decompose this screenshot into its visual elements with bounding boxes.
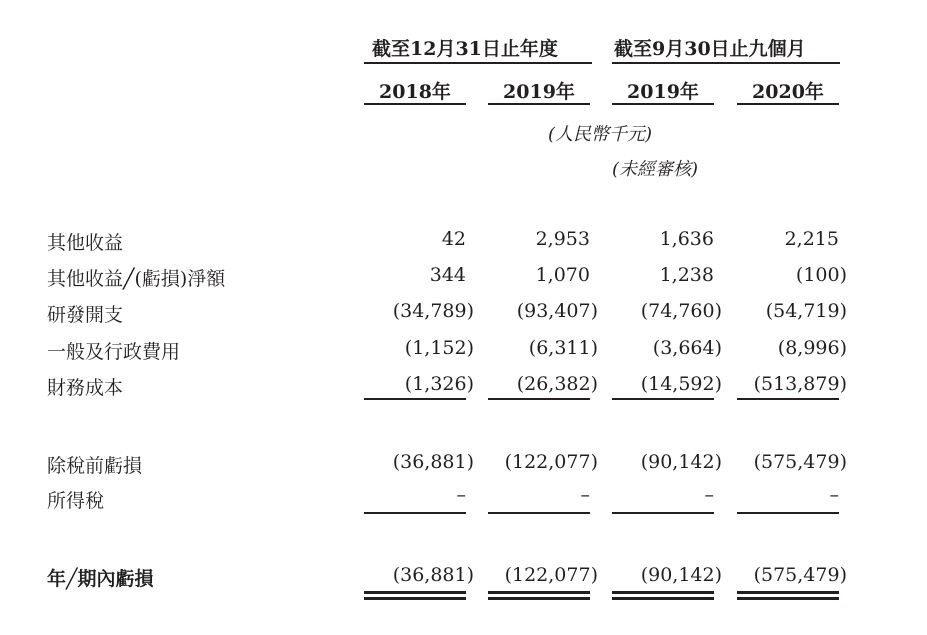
year-header-4-rule [737, 103, 839, 105]
total-double-rule [737, 591, 839, 594]
total-double-rule [364, 597, 466, 600]
total-double-rule [612, 597, 714, 600]
row-value: (1,152) [404, 337, 474, 359]
header-group-year-ended-rule [364, 62, 592, 64]
row-value: – [829, 484, 839, 506]
year-header-2-rule [488, 103, 590, 105]
row-value: – [704, 484, 714, 506]
row-value: (575,479) [753, 564, 847, 586]
row-value: (26,382) [516, 373, 598, 395]
year-header-2: 2019年 [503, 81, 575, 103]
header-group-nine-months: 截至9月30日止九個月 [614, 38, 806, 60]
year-header-1-rule [364, 103, 466, 105]
row-value: 1,070 [535, 264, 590, 286]
subtotal-rule [364, 512, 466, 514]
row-value: 2,215 [784, 228, 839, 250]
row-value: (54,719) [765, 300, 847, 322]
row-value: 42 [441, 228, 466, 250]
header-group-nine-months-rule [612, 62, 840, 64]
unaudited-note: (未經審核) [611, 159, 699, 180]
row-value: (513,879) [753, 373, 847, 395]
row-value: – [580, 484, 590, 506]
total-double-rule [737, 597, 839, 600]
row-value: (90,142) [640, 451, 722, 473]
row-label-loss-for-period: 年╱期內虧損 [47, 568, 154, 590]
header-group-year-ended: 截至12月31日止年度 [372, 38, 558, 60]
year-header-4: 2020年 [752, 81, 824, 103]
row-value: (14,592) [640, 373, 722, 395]
row-value: (3,664) [652, 337, 722, 359]
row-value: (36,881) [392, 564, 474, 586]
row-value: (8,996) [777, 337, 847, 359]
subtotal-rule [737, 512, 839, 514]
total-double-rule [488, 597, 590, 600]
subtotal-rule [364, 398, 466, 400]
year-header-3: 2019年 [627, 81, 699, 103]
row-label-finance-costs: 財務成本 [47, 377, 124, 399]
row-value: 2,953 [535, 228, 590, 250]
row-value: (36,881) [392, 451, 474, 473]
row-value: (122,077) [504, 451, 598, 473]
subtotal-rule [737, 398, 839, 400]
row-value: 1,238 [659, 264, 714, 286]
row-value: (34,789) [392, 300, 474, 322]
row-value: (122,077) [504, 564, 598, 586]
row-value: – [456, 484, 466, 506]
row-label-admin-expenses: 一般及行政費用 [47, 341, 181, 363]
year-header-3-rule [612, 103, 714, 105]
total-double-rule [612, 591, 714, 594]
total-double-rule [488, 591, 590, 594]
row-value: (575,479) [753, 451, 847, 473]
row-value: (100) [795, 264, 847, 286]
row-label-loss-before-tax: 除稅前虧損 [47, 455, 143, 477]
subtotal-rule [488, 398, 590, 400]
unit-note: (人民幣千元) [547, 124, 653, 145]
row-label-income-tax: 所得稅 [47, 490, 105, 512]
subtotal-rule [612, 512, 714, 514]
row-label-other-gains-losses: 其他收益╱(虧損)淨額 [47, 268, 226, 290]
row-value: 1,636 [659, 228, 714, 250]
row-label-other-income: 其他收益 [47, 232, 124, 254]
row-value: (1,326) [404, 373, 474, 395]
year-header-1: 2018年 [379, 81, 451, 103]
row-label-rnd-expenses: 研發開支 [47, 304, 124, 326]
subtotal-rule [612, 398, 714, 400]
total-double-rule [364, 591, 466, 594]
row-value: (93,407) [516, 300, 598, 322]
row-value: 344 [429, 264, 466, 286]
row-value: (6,311) [528, 337, 598, 359]
subtotal-rule [488, 512, 590, 514]
row-value: (74,760) [640, 300, 722, 322]
row-value: (90,142) [640, 564, 722, 586]
